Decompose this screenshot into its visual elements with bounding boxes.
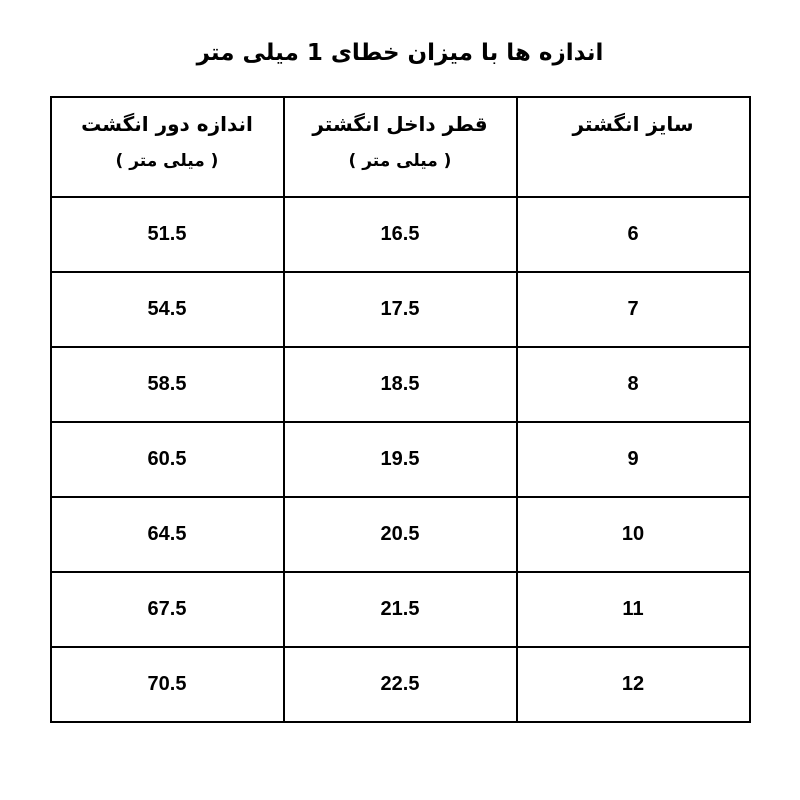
table-body (51, 197, 750, 722)
table-row (51, 647, 750, 722)
table-row (51, 347, 750, 422)
table-row (51, 572, 750, 647)
ring-size-table (50, 96, 751, 723)
cell-diameter: 21.5 (284, 572, 517, 647)
header-label-circumference: اندازه دور انگشت (81, 112, 253, 137)
header-label-ring-size: سایز انگشتر (572, 112, 694, 137)
header-label-inner-diameter: قطر داخل انگشتر (312, 112, 488, 137)
cell-circumference: 60.5 (51, 422, 284, 497)
table-header (51, 97, 750, 197)
cell-size: 7 (517, 272, 750, 347)
cell-circumference: 54.5 (51, 272, 284, 347)
cell-diameter: 16.5 (284, 197, 517, 272)
cell-circumference: 58.5 (51, 347, 284, 422)
table-row (51, 272, 750, 347)
cell-circumference: 64.5 (51, 497, 284, 572)
cell-diameter: 22.5 (284, 647, 517, 722)
cell-size: 10 (517, 497, 750, 572)
cell-diameter: 20.5 (284, 497, 517, 572)
cell-circumference: 70.5 (51, 647, 284, 722)
header-sublabel-inner-diameter: ( میلی متر ) (348, 151, 452, 172)
header-sublabel-circumference: ( میلی متر ) (115, 151, 219, 172)
cell-size: 6 (517, 197, 750, 272)
cell-size: 11 (517, 572, 750, 647)
header-cell-ring-size (517, 97, 750, 197)
cell-size: 9 (517, 422, 750, 497)
header-cell-inner-diameter (284, 97, 517, 197)
cell-circumference: 67.5 (51, 572, 284, 647)
table-row (51, 497, 750, 572)
cell-diameter: 17.5 (284, 272, 517, 347)
page-title: اندازه ها با میزان خطای 1 میلی متر (196, 40, 604, 66)
cell-size: 8 (517, 347, 750, 422)
cell-size: 12 (517, 647, 750, 722)
cell-diameter: 18.5 (284, 347, 517, 422)
header-row (51, 97, 750, 197)
cell-diameter: 19.5 (284, 422, 517, 497)
table-row (51, 422, 750, 497)
header-cell-circumference (51, 97, 284, 197)
cell-circumference: 51.5 (51, 197, 284, 272)
table-row (51, 197, 750, 272)
